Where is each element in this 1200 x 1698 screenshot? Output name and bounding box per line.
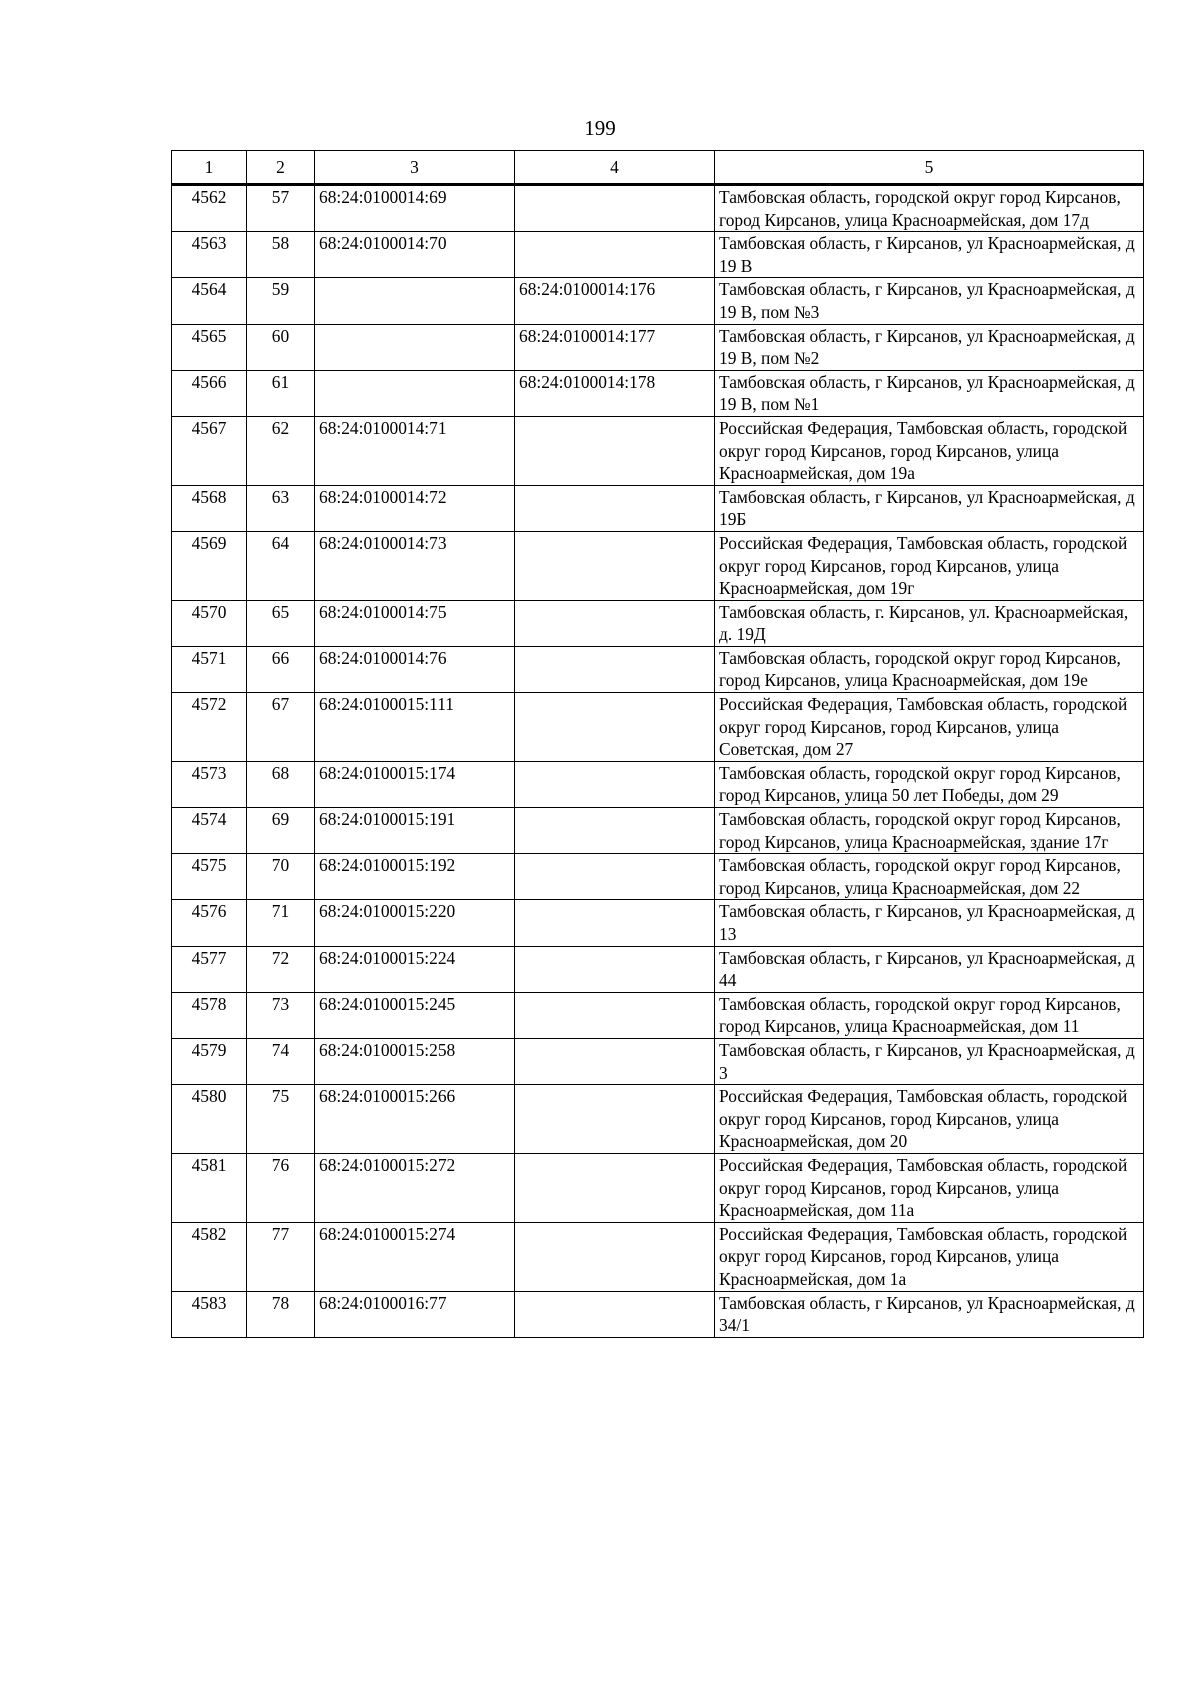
cell-cadastral-number: 68:24:0100015:266 [315, 1085, 515, 1154]
cell-sub-number: 77 [247, 1222, 315, 1291]
cell-row-number: 4571 [172, 646, 247, 692]
cell-cadastral-number [315, 370, 515, 416]
cell-room-cadastral-number [515, 646, 715, 692]
cell-cadastral-number [315, 278, 515, 324]
cell-row-number: 4583 [172, 1291, 247, 1337]
cell-sub-number: 67 [247, 693, 315, 762]
cell-sub-number: 68 [247, 761, 315, 807]
header-col-4: 4 [515, 151, 715, 185]
cell-room-cadastral-number [515, 1291, 715, 1337]
cell-row-number: 4567 [172, 416, 247, 485]
cell-address: Тамбовская область, г Кирсанов, ул Красноармейская, д 19 В, пом №3 [715, 278, 1144, 324]
page-number: 199 [584, 116, 616, 140]
cell-row-number: 4575 [172, 854, 247, 900]
cell-room-cadastral-number [515, 946, 715, 992]
cell-address: Российская Федерация, Тамбовская область, городской округ город Кирсанов, город Кирсанов, улица Красноармейская, дом 11а [715, 1153, 1144, 1222]
cell-sub-number: 78 [247, 1291, 315, 1337]
cell-address: Тамбовская область, г Кирсанов, ул Красноармейская, д 19 В, пом №2 [715, 324, 1144, 370]
cell-room-cadastral-number [515, 1085, 715, 1154]
table-row [172, 370, 1144, 416]
cell-address: Тамбовская область, г Кирсанов, ул Красноармейская, д 44 [715, 946, 1144, 992]
cell-cadastral-number: 68:24:0100016:77 [315, 1291, 515, 1337]
table-row [172, 900, 1144, 946]
cell-cadastral-number: 68:24:0100014:76 [315, 646, 515, 692]
cell-sub-number: 62 [247, 416, 315, 485]
table-row [172, 1038, 1144, 1084]
cell-row-number: 4581 [172, 1153, 247, 1222]
cell-sub-number: 60 [247, 324, 315, 370]
cell-sub-number: 64 [247, 531, 315, 600]
cell-row-number: 4562 [172, 185, 247, 232]
cell-room-cadastral-number [515, 854, 715, 900]
cell-sub-number: 69 [247, 808, 315, 854]
table-row [172, 1291, 1144, 1337]
cell-row-number: 4577 [172, 946, 247, 992]
table-row [172, 232, 1144, 278]
cell-row-number: 4576 [172, 900, 247, 946]
table-row [172, 1153, 1144, 1222]
cell-address: Тамбовская область, городской округ город Кирсанов, город Кирсанов, улица Красноармейская, дом 22 [715, 854, 1144, 900]
cell-room-cadastral-number [515, 600, 715, 646]
cell-row-number: 4572 [172, 693, 247, 762]
cell-cadastral-number: 68:24:0100015:191 [315, 808, 515, 854]
header-col-1: 1 [172, 151, 247, 185]
cell-row-number: 4564 [172, 278, 247, 324]
cell-room-cadastral-number [515, 232, 715, 278]
table-row [172, 324, 1144, 370]
table-row [172, 416, 1144, 485]
cell-room-cadastral-number [515, 992, 715, 1038]
table-row [172, 1222, 1144, 1291]
cell-room-cadastral-number [515, 761, 715, 807]
cell-address: Тамбовская область, г Кирсанов, ул Красноармейская, д 34/1 [715, 1291, 1144, 1337]
cell-cadastral-number: 68:24:0100015:272 [315, 1153, 515, 1222]
cell-address: Тамбовская область, г Кирсанов, ул Красноармейская, д 3 [715, 1038, 1144, 1084]
cell-sub-number: 59 [247, 278, 315, 324]
cell-cadastral-number: 68:24:0100014:75 [315, 600, 515, 646]
cell-room-cadastral-number [515, 1038, 715, 1084]
cell-address: Российская Федерация, Тамбовская область, городской округ город Кирсанов, город Кирсанов, улица Советская, дом 27 [715, 693, 1144, 762]
cell-room-cadastral-number [515, 1153, 715, 1222]
cell-address: Российская Федерация, Тамбовская область, городской округ город Кирсанов, город Кирсанов, улица Красноармейская, дом 19а [715, 416, 1144, 485]
header-col-3: 3 [315, 151, 515, 185]
table-row [172, 185, 1144, 232]
table-row [172, 1085, 1144, 1154]
cell-address: Российская Федерация, Тамбовская область, городской округ город Кирсанов, город Кирсанов, улица Красноармейская, дом 19г [715, 531, 1144, 600]
table-row [172, 992, 1144, 1038]
cell-address: Тамбовская область, г Кирсанов, ул Красноармейская, д 19 В [715, 232, 1144, 278]
table-row [172, 600, 1144, 646]
cell-address: Тамбовская область, г Кирсанов, ул Красноармейская, д 19 В, пом №1 [715, 370, 1144, 416]
table-body [172, 185, 1144, 1338]
header-col-2: 2 [247, 151, 315, 185]
cell-room-cadastral-number [515, 693, 715, 762]
cell-cadastral-number: 68:24:0100014:70 [315, 232, 515, 278]
cell-sub-number: 73 [247, 992, 315, 1038]
cell-row-number: 4578 [172, 992, 247, 1038]
cell-cadastral-number: 68:24:0100014:73 [315, 531, 515, 600]
cell-sub-number: 71 [247, 900, 315, 946]
table-row [172, 646, 1144, 692]
cell-room-cadastral-number [515, 185, 715, 232]
cell-sub-number: 72 [247, 946, 315, 992]
table-row [172, 485, 1144, 531]
table-row [172, 854, 1144, 900]
header-row [172, 151, 1144, 185]
cell-room-cadastral-number: 68:24:0100014:176 [515, 278, 715, 324]
cell-cadastral-number [315, 324, 515, 370]
cell-address: Тамбовская область, г Кирсанов, ул Красноармейская, д 19Б [715, 485, 1144, 531]
table-row [172, 808, 1144, 854]
cell-row-number: 4569 [172, 531, 247, 600]
table-row [172, 531, 1144, 600]
cell-cadastral-number: 68:24:0100015:192 [315, 854, 515, 900]
cell-sub-number: 74 [247, 1038, 315, 1084]
cell-address: Тамбовская область, городской округ город Кирсанов, город Кирсанов, улица Красноармейская, дом 17д [715, 185, 1144, 232]
cell-sub-number: 75 [247, 1085, 315, 1154]
cell-cadastral-number: 68:24:0100015:111 [315, 693, 515, 762]
cell-sub-number: 65 [247, 600, 315, 646]
cell-cadastral-number: 68:24:0100015:224 [315, 946, 515, 992]
cell-room-cadastral-number [515, 485, 715, 531]
table-row [172, 946, 1144, 992]
cell-address: Тамбовская область, городской округ город Кирсанов, город Кирсанов, улица Красноармейская, дом 11 [715, 992, 1144, 1038]
cell-room-cadastral-number [515, 1222, 715, 1291]
cell-cadastral-number: 68:24:0100015:274 [315, 1222, 515, 1291]
table-row [172, 278, 1144, 324]
cell-cadastral-number: 68:24:0100014:72 [315, 485, 515, 531]
cell-row-number: 4568 [172, 485, 247, 531]
cell-room-cadastral-number [515, 900, 715, 946]
cell-sub-number: 63 [247, 485, 315, 531]
cell-address: Российская Федерация, Тамбовская область, городской округ город Кирсанов, город Кирсанов, улица Красноармейская, дом 1а [715, 1222, 1144, 1291]
cell-row-number: 4565 [172, 324, 247, 370]
cell-cadastral-number: 68:24:0100014:69 [315, 185, 515, 232]
cell-sub-number: 61 [247, 370, 315, 416]
register-table [171, 150, 1144, 1338]
cell-row-number: 4573 [172, 761, 247, 807]
cell-sub-number: 70 [247, 854, 315, 900]
cell-sub-number: 76 [247, 1153, 315, 1222]
cell-address: Тамбовская область, городской округ город Кирсанов, город Кирсанов, улица 50 лет Победы, дом 29 [715, 761, 1144, 807]
cell-cadastral-number: 68:24:0100015:220 [315, 900, 515, 946]
cell-room-cadastral-number [515, 531, 715, 600]
cell-sub-number: 66 [247, 646, 315, 692]
cell-row-number: 4566 [172, 370, 247, 416]
cell-address: Тамбовская область, городской округ город Кирсанов, город Кирсанов, улица Красноармейская, здание 17г [715, 808, 1144, 854]
cell-address: Тамбовская область, г Кирсанов, ул Красноармейская, д 13 [715, 900, 1144, 946]
cell-cadastral-number: 68:24:0100015:245 [315, 992, 515, 1038]
cell-address: Российская Федерация, Тамбовская область, городской округ город Кирсанов, город Кирсанов, улица Красноармейская, дом 20 [715, 1085, 1144, 1154]
cell-row-number: 4570 [172, 600, 247, 646]
cell-address: Тамбовская область, городской округ город Кирсанов, город Кирсанов, улица Красноармейская, дом 19е [715, 646, 1144, 692]
cell-cadastral-number: 68:24:0100015:258 [315, 1038, 515, 1084]
cell-address: Тамбовская область, г. Кирсанов, ул. Красноармейская, д. 19Д [715, 600, 1144, 646]
cell-sub-number: 57 [247, 185, 315, 232]
cell-room-cadastral-number [515, 808, 715, 854]
header-col-5: 5 [715, 151, 1144, 185]
cell-row-number: 4579 [172, 1038, 247, 1084]
cell-cadastral-number: 68:24:0100014:71 [315, 416, 515, 485]
table-row [172, 761, 1144, 807]
table-row [172, 693, 1144, 762]
cell-cadastral-number: 68:24:0100015:174 [315, 761, 515, 807]
cell-row-number: 4582 [172, 1222, 247, 1291]
cell-room-cadastral-number [515, 416, 715, 485]
cell-row-number: 4574 [172, 808, 247, 854]
cell-row-number: 4580 [172, 1085, 247, 1154]
cell-room-cadastral-number: 68:24:0100014:178 [515, 370, 715, 416]
cell-row-number: 4563 [172, 232, 247, 278]
table-header [172, 151, 1144, 185]
cell-room-cadastral-number: 68:24:0100014:177 [515, 324, 715, 370]
cell-sub-number: 58 [247, 232, 315, 278]
